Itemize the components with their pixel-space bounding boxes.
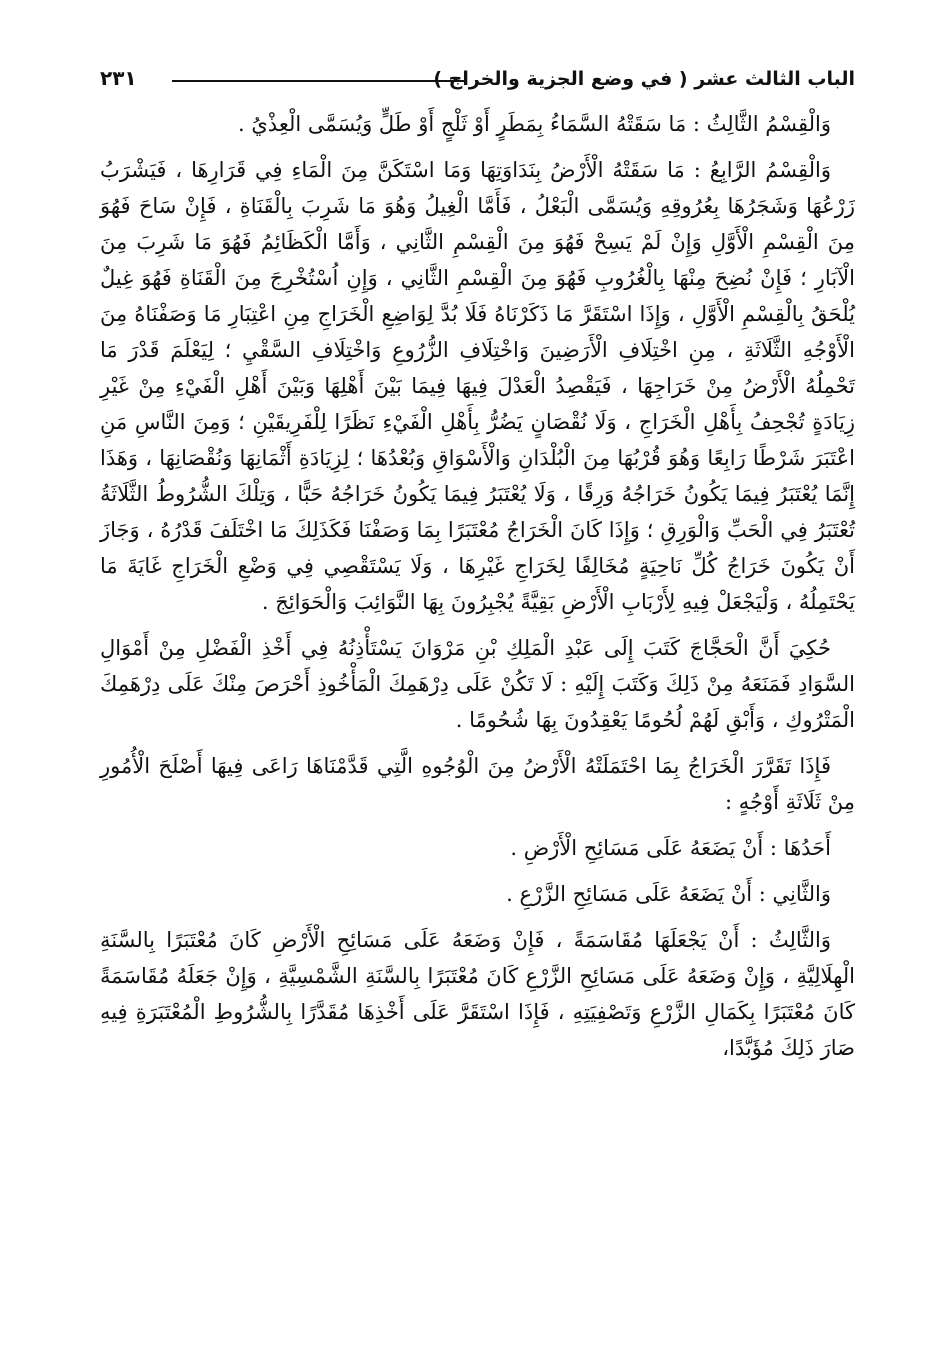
running-header	[100, 60, 855, 106]
header-rule	[172, 80, 467, 82]
paragraph-three-ways: فَإِذَا تَقَرَّرَ الْخَرَاجُ بِمَا احْتَمَلَتْهُ الْأَرْضُ مِنَ الْوُجُوهِ الَّتِي قَدَّمْنَاهَا رَاعَى فِيهَا أَصْلَحَ الْأُمُورِ مِنْ ثَلَاثَةِ أَوْجُهٍ :	[100, 754, 855, 814]
body-text	[100, 106, 855, 1066]
page-number: ٢٣١	[100, 66, 137, 90]
paragraph-third-section: وَالْقِسْمُ الثَّالِثُ : مَا سَقَتْهُ السَّمَاءُ بِمَطَرٍ أَوْ ثَلْجٍ أَوْ طَلٍّ وَيُسَمَّى الْعِذْيُ .	[238, 112, 831, 136]
paragraph-hajjaj-story: حُكِيَ أَنَّ الْحَجَّاجَ كَتَبَ إِلَى عَبْدِ الْمَلِكِ بْنِ مَرْوَانَ يَسْتَأْذِنُهُ فِي أَخْذِ الْفَضْلِ مِنْ أَمْوَالِ السَّوَادِ فَمَنَعَهُ مِنْ ذَلِكَ وَكَتَبَ إِلَيْهِ : لَا تَكُنْ عَلَى دِرْهَمِكَ الْمَأْخُوذِ أَحْرَصَ مِنْكَ عَلَى دِرْهَمِكَ الْمَتْرُوكِ ، وَأَبْقِ لَهُمْ لُحُومًا يَعْقِدُونَ بِهَا شُحُومًا .	[100, 636, 855, 732]
paragraph-way-two: وَالثَّانِي : أَنْ يَضَعَهُ عَلَى مَسَائِحِ الزَّرْعِ .	[506, 882, 831, 906]
paragraph-fourth-section: وَالْقِسْمُ الرَّابِعُ : مَا سَقَتْهُ الْأَرْضُ بِنَدَاوَتِهَا وَمَا اسْتَكَنَّ مِنَ الْمَاءِ فِي قَرَارِهَا ، فَيَشْرَبُ زَرْعُهَا وَشَجَرُهَا بِعُرُوقِهِ وَيُسَمَّى الْبَعْلُ ، فَأَمَّا الْغِيلُ وَهُوَ مَا شَرِبَ بِالْقَنَاةِ ، فَإِنْ سَاحَ فَهُوَ مِنَ الْقِسْمِ الْأَوَّلِ وَإِنْ لَمْ يَسِحْ فَهُوَ مِنَ الْقِسْمِ الثَّانِي ، وَأَمَّا الْكَظَائِمُ فَهُوَ مَا شَرِبَ مِنَ الْآبَارِ ؛ فَإِنْ نُضِحَ مِنْهَا بِالْغُرُوبِ فَهُوَ مِنَ الْقِسْمِ الثَّانِي ، وَإِنِ اُسْتُخْرِجَ مِنَ الْقَنَاةِ فَهُوَ غِيلٌ يُلْحَقُ بِالْقِسْمِ الْأَوَّلِ ، وَإِذَا اسْتَقَرَّ مَا ذَكَرْنَاهُ فَلَا بُدَّ لِوَاضِعِ الْخَرَاجِ مِنِ اعْتِبَارِ مَا وَصَفْنَاهُ مِنَ الْأَوْجُهِ الثَّلَاثَةِ ، مِنِ اخْتِلَافِ الْأَرَضِينَ وَاخْتِلَافِ الزُّرُوعِ وَاخْتِلَافِ السَّقْيِ ؛ لِيَعْلَمَ قَدْرَ مَا تَحْمِلُهُ الْأَرْضُ مِنْ خَرَاجِهَا ، فَيَقْصِدُ الْعَدْلَ فِيهَا فِيمَا بَيْنَ أَهْلِهَا وَبَيْنَ أَهْلِ الْفَيْءِ مِنْ غَيْرِ زِيَادَةٍ تُجْحِفُ بِأَهْلِ الْخَرَاجِ ، وَلَا نُقْصَانٍ يَضُرُّ بِأَهْلِ الْفَيْءِ نَظَرًا لِلْفَرِيقَيْنِ ؛ وَمِنَ النَّاسِ مَنِ اعْتَبَرَ شَرْطًا رَابِعًا وَهُوَ قُرْبُهَا مِنَ الْبُلْدَانِ وَالْأَسْوَاقِ وَبُعْدُهَا ؛ لِزِيَادَةِ أَثْمَانِهَا وَنُقْصَانِهَا ، وَهَذَا إِنَّمَا يُعْتَبَرُ فِيمَا يَكُونُ خَرَاجُهُ وَرِقًا ، وَلَا يُعْتَبَرُ فِيمَا يَكُونُ خَرَاجُهُ حَبًّا ، وَتِلْكَ الشُّرُوطُ الثَّلَاثَةُ تُعْتَبَرُ فِي الْحَبِّ وَالْوَرِقِ ؛ وَإِذَا كَانَ الْخَرَاجُ مُعْتَبَرًا بِمَا وَصَفْنَا فَكَذَلِكَ مَا اخْتَلَفَ قَدْرُهُ ، وَجَازَ أَنْ يَكُونَ خَرَاجُ كُلِّ نَاحِيَةٍ مُخَالِفًا لِخَرَاجِ غَيْرِهَا ، وَلَا يَسْتَقْصِي فِي وَضْعِ الْخَرَاجِ غَايَةَ مَا يَحْتَمِلُهُ ، وَلْيَجْعَلْ فِيهِ لِأَرْبَابِ الْأَرْضِ بَقِيَّةً يُجْبِرُونَ بِهَا النَّوَائِبَ وَالْحَوَائِجَ .	[100, 158, 855, 614]
paragraph-way-one: أَحَدُهَا : أَنْ يَضَعَهُ عَلَى مَسَائِحِ الْأَرْضِ .	[510, 836, 831, 860]
chapter-title: الباب الثالث عشر ( في وضع الجزية والخراج )	[433, 68, 855, 90]
paragraph-way-three: وَالثَّالِثُ : أَنْ يَجْعَلَهَا مُقَاسَمَةً ، فَإِنْ وَضَعَهُ عَلَى مَسَائِحِ الْأَرْضِ كَانَ مُعْتَبَرًا بِالسَّنَةِ الْهِلَالِيَّةِ ، وَإِنْ وَضَعَهُ عَلَى مَسَائِحِ الزَّرْعِ كَانَ مُعْتَبَرًا بِالسَّنَةِ الشَّمْسِيَّةِ ، وَإِنْ جَعَلَهُ مُقَاسَمَةً كَانَ مُعْتَبَرًا بِكَمَالِ الزَّرْعِ وَتَصْفِيَتِهِ ، فَإِذَا اسْتَقَرَّ عَلَى أَخْذِهَا مُقَدَّرًا بِالشُّرُوطِ الْمُعْتَبَرَةِ فِيهِ صَارَ ذَلِكَ مُؤَبَّدًا،	[100, 928, 855, 1060]
